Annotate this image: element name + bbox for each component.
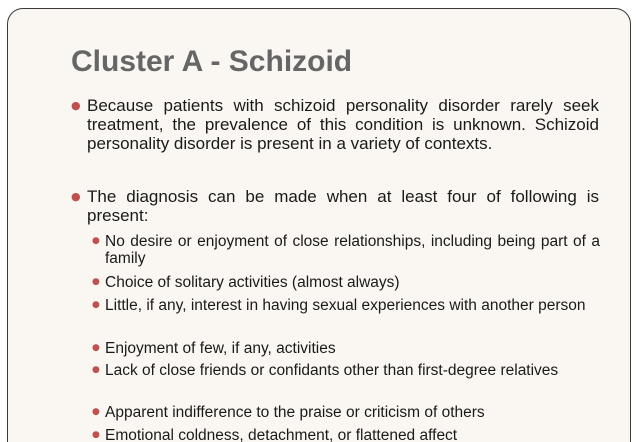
- bullet-text: The diagnosis can be made when at least four of following is present:: [87, 187, 599, 225]
- sub-bullet-item: [92, 297, 600, 314]
- bullet-icon: ●: [92, 300, 100, 310]
- slide-title: Cluster A - Schizoid: [71, 45, 353, 78]
- bullet-icon: ●: [92, 430, 100, 440]
- bullet-icon: ●: [92, 365, 100, 375]
- sub-bullet-text: Choice of solitary activities (almost always): [105, 274, 400, 291]
- sub-bullet-item: [92, 427, 600, 442]
- sub-bullet-item: [92, 362, 600, 379]
- sub-bullet-text: No desire or enjoyment of close relationships, including being part of a family: [105, 233, 600, 267]
- bullet-text: Because patients with schizoid personality disorder rarely seek treatment, the prevalence of this condition is unknown. Schizoid personality disorder is present in a variety of contexts.: [87, 96, 599, 153]
- sub-bullet-text: Lack of close friends or confidants other than first-degree relatives: [105, 362, 559, 379]
- sub-bullet-text: Little, if any, interest in having sexual experiences with another person: [105, 297, 586, 314]
- bullet-item: [71, 96, 599, 153]
- sub-bullet-text: Enjoyment of few, if any, activities: [105, 340, 336, 357]
- bullet-item: [71, 187, 599, 225]
- bullet-icon: ●: [92, 407, 100, 417]
- bullet-icon: ●: [71, 99, 81, 112]
- sub-bullet-item: [92, 404, 600, 421]
- bullet-icon: ●: [92, 277, 100, 287]
- sub-bullet-item: [92, 233, 600, 267]
- sub-bullet-item: [92, 340, 600, 357]
- bullet-icon: ●: [92, 343, 100, 353]
- bullet-icon: ●: [92, 236, 100, 246]
- sub-bullet-text: Apparent indifference to the praise or criticism of others: [105, 404, 485, 421]
- sub-bullet-item: [92, 274, 600, 291]
- bullet-icon: ●: [71, 190, 81, 203]
- sub-bullet-text: Emotional coldness, detachment, or flattened affect: [105, 427, 458, 442]
